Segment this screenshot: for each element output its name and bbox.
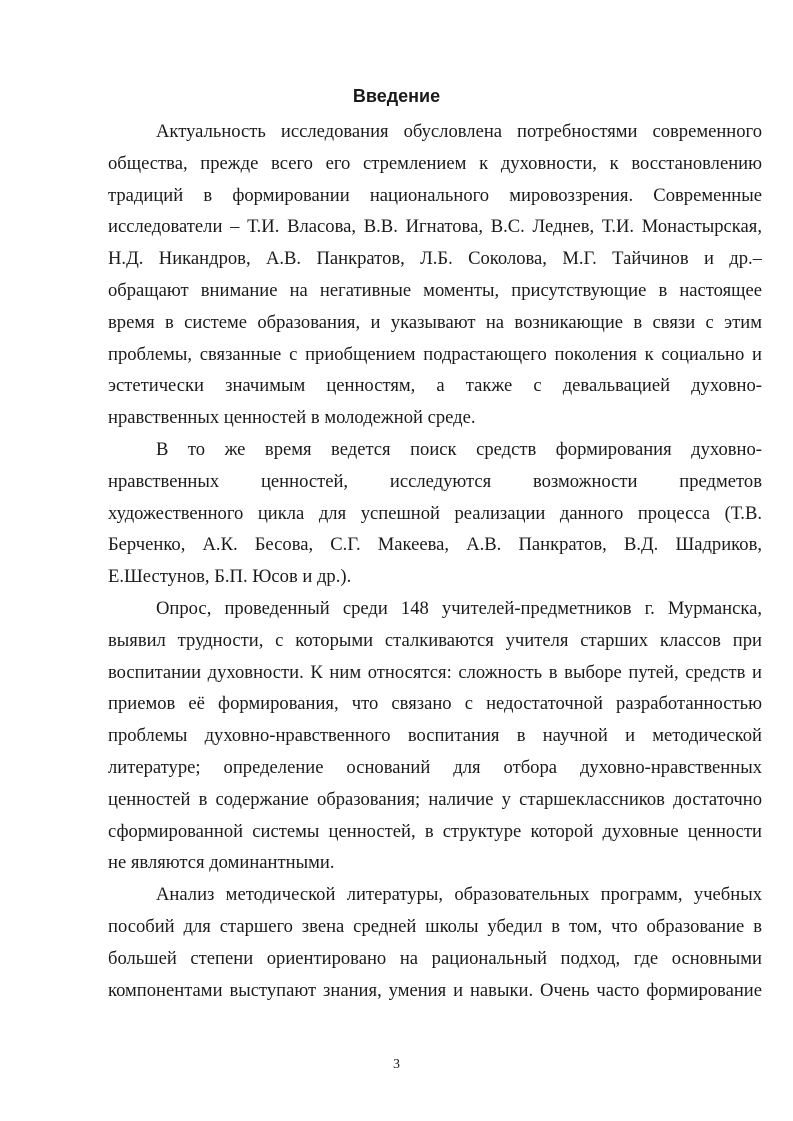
text-line: выявил трудности, с которыми сталкиваются учителя старших классов при: [108, 629, 762, 651]
text-line: В то же время ведется поиск средств формирования духовно-: [156, 438, 762, 460]
text-line: Анализ методической литературы, образовательных программ, учебных: [156, 884, 762, 906]
text-line: исследователи – Т.И. Власова, В.В. Игнатова, В.С. Леднев, Т.И. Монастырская,: [108, 216, 762, 238]
text-line: Опрос, проведенный среди 148 учителей-предметников г. Мурманска,: [156, 597, 762, 619]
body-text: [108, 116, 762, 1006]
text-line: эстетически значимым ценностям, а также с девальвацией духовно-: [108, 375, 762, 397]
paragraph: [108, 116, 762, 434]
text-line: проблемы, связанные с приобщением подрастающего поколения к социально и: [108, 343, 762, 365]
text-line: Е.Шестунов, Б.П. Юсов и др.).: [108, 566, 352, 588]
text-line: общества, прежде всего его стремлением к духовности, к восстановлению: [108, 152, 762, 174]
text-line: Берченко, А.К. Бесова, С.Г. Макеева, А.В. Панкратов, В.Д. Шадриков,: [108, 534, 762, 556]
text-line: Актуальность исследования обусловлена потребностями современного: [156, 121, 762, 142]
text-line: нравственных ценностей в молодежной среде.: [108, 407, 476, 429]
text-line: компонентами выступают знания, умения и навыки. Очень часто формирование: [108, 979, 762, 1001]
paragraph: [108, 434, 762, 593]
page-number: 3: [393, 1057, 400, 1072]
text-line: большей степени ориентировано на рациональный подход, где основными: [108, 947, 762, 969]
text-line: приемов её формирования, что связано с недостаточной разработанностью: [108, 693, 762, 715]
text-line: Н.Д. Никандров, А.В. Панкратов, Л.Б. Соколова, М.Г. Тайчинов и др.–: [108, 248, 762, 270]
text-line: обращают внимание на негативные моменты, присутствующие в настоящее: [108, 279, 762, 301]
paragraph: [108, 593, 762, 879]
text-line: сформированной системы ценностей, в структуре которой духовные ценности: [108, 820, 762, 842]
text-line: не являются доминантными.: [108, 852, 335, 874]
text-line: время в системе образования, и указывают на возникающие в связи с этим: [108, 311, 762, 333]
text-line: ценностей в содержание образования; наличие у старшеклассников достаточно: [108, 788, 762, 810]
page-title: Введение: [352, 86, 441, 106]
text-line: проблемы духовно-нравственного воспитания в научной и методической: [108, 725, 762, 747]
paragraph: [108, 879, 762, 1006]
text-line: традиций в формировании национального мировоззрения. Современные: [108, 184, 762, 206]
text-line: нравственных ценностей, исследуются возможности предметов: [108, 470, 762, 492]
text-line: пособий для старшего звена средней школы убедил в том, что образование в: [108, 915, 762, 937]
text-line: художественного цикла для успешной реализации данного процесса (Т.В.: [108, 502, 762, 524]
text-line: воспитании духовности. К ним относятся: сложность в выборе путей, средств и: [108, 661, 762, 683]
text-line: литературе; определение оснований для отбора духовно-нравственных: [108, 756, 762, 778]
